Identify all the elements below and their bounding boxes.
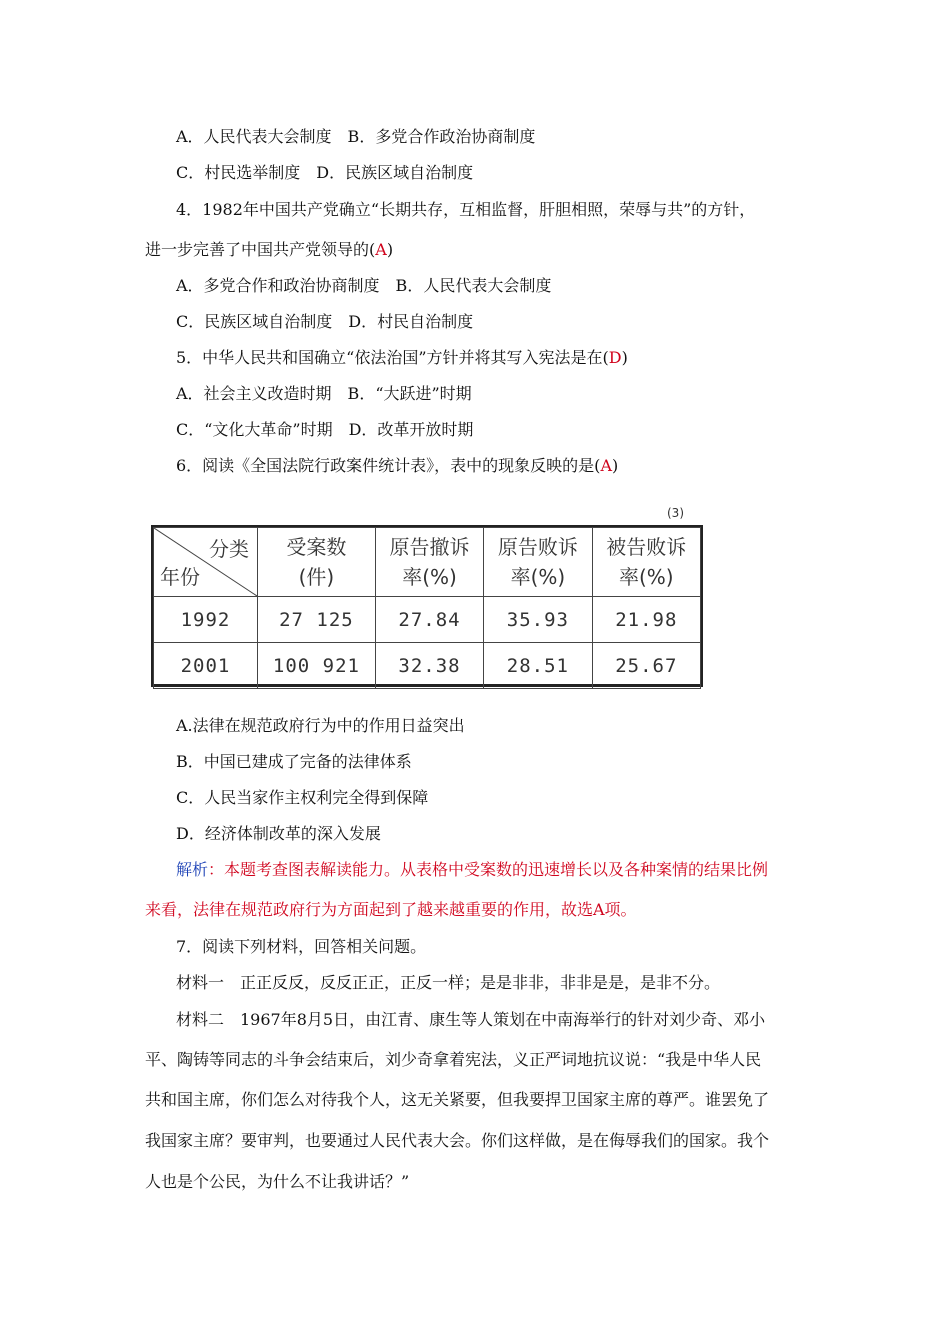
q6-option-d: D．经济体制改革的深入发展: [176, 824, 381, 843]
q5-answer: D: [608, 348, 622, 367]
table-note: (3): [667, 506, 684, 520]
diag-top-label: 分类: [209, 537, 249, 561]
q7-material-1: 材料一 正正反反，反反正正，正反一样；是是非非，非非是是，是非不分。: [176, 973, 721, 992]
table-header-row: [154, 528, 701, 597]
table-row: [154, 597, 701, 643]
q7-material-2-line2: 平、陶铸等同志的斗争会结束后，刘少奇拿着宪法，义正严词地抗议说：“我是中华人民: [145, 1050, 762, 1069]
q4-answer: A: [375, 240, 387, 259]
q7-material-2-line5: 人也是个公民，为什么不让我讲话？”: [145, 1172, 410, 1191]
q6-option-b: B．中国已建成了完备的法律体系: [176, 752, 412, 771]
q7-material-2-line4: 我国家主席？要审判，也要通过人民代表大会。你们这样做，是在侮辱我们的国家。我个: [145, 1131, 770, 1150]
table-cell: 100 921: [258, 643, 376, 689]
q3-option-cd: C．村民选举制度 D．民族区域自治制度: [176, 163, 474, 182]
table-cell: 27 125: [258, 597, 376, 643]
table-cell: 25.67: [592, 643, 700, 689]
q6-analysis-line1: 解析：本题考查图表解读能力。从表格中受案数的迅速增长以及各种案情的结果比例: [176, 860, 769, 879]
diag-bottom-label: 年份: [160, 565, 200, 589]
q3-option-ab: A．人民代表大会制度 B．多党合作政治协商制度: [176, 127, 536, 146]
q7-material-2-line1: 材料二 1967年8月5日，由江青、康生等人策划在中南海举行的针对刘少奇、邓小: [176, 1010, 766, 1029]
table-row: [154, 643, 701, 689]
q4-option-ab: A．多党合作和政治协商制度 B．人民代表大会制度: [176, 276, 552, 295]
q7-stem: 7．阅读下列材料，回答相关问题。: [176, 937, 427, 956]
table-cell: 32.38: [375, 643, 483, 689]
analysis-label: 解析: [176, 860, 209, 879]
q4-stem-line2: 进一步完善了中国共产党领导的(A): [145, 240, 394, 259]
q4-stem-line1: 4．1982年中国共产党确立“长期共存，互相监督，肝胆相照，荣辱与共”的方针，: [176, 200, 756, 219]
header-cell: 受案数 (件): [258, 528, 376, 597]
q6-answer: A: [600, 456, 612, 475]
header-cell: 被告败诉 率(%): [592, 528, 700, 597]
q6-option-c: C．人民当家作主权利完全得到保障: [176, 788, 429, 807]
q5-option-ab: A．社会主义改造时期 B．“大跃进”时期: [176, 384, 472, 403]
statistics-table: [151, 525, 703, 687]
header-cell: 原告撤诉 率(%): [375, 528, 483, 597]
table-cell: 28.51: [484, 643, 592, 689]
diagonal-header-cell: [154, 528, 258, 597]
header-cell: 原告败诉 率(%): [484, 528, 592, 597]
q6-option-a: A.法律在规范政府行为中的作用日益突出: [176, 716, 465, 735]
table-cell: 21.98: [592, 597, 700, 643]
table-cell: 2001: [154, 643, 258, 689]
q6-stem: 6．阅读《全国法院行政案件统计表》，表中的现象反映的是(A): [176, 456, 619, 475]
q5-stem: 5．中华人民共和国确立“依法治国”方针并将其写入宪法是在(D): [176, 348, 628, 367]
q7-material-2-line3: 共和国主席，你们怎么对待我个人，这无关紧要，但我要捍卫国家主席的尊严。谁罢免了: [145, 1090, 770, 1109]
q6-analysis-line2: 来看，法律在规范政府行为方面起到了越来越重要的作用，故选A项。: [145, 900, 637, 919]
q4-option-cd: C．民族区域自治制度 D．村民自治制度: [176, 312, 474, 331]
q5-option-cd: C．“文化大革命”时期 D．改革开放时期: [176, 420, 474, 439]
table-cell: 1992: [154, 597, 258, 643]
table-cell: 27.84: [375, 597, 483, 643]
table-cell: 35.93: [484, 597, 592, 643]
